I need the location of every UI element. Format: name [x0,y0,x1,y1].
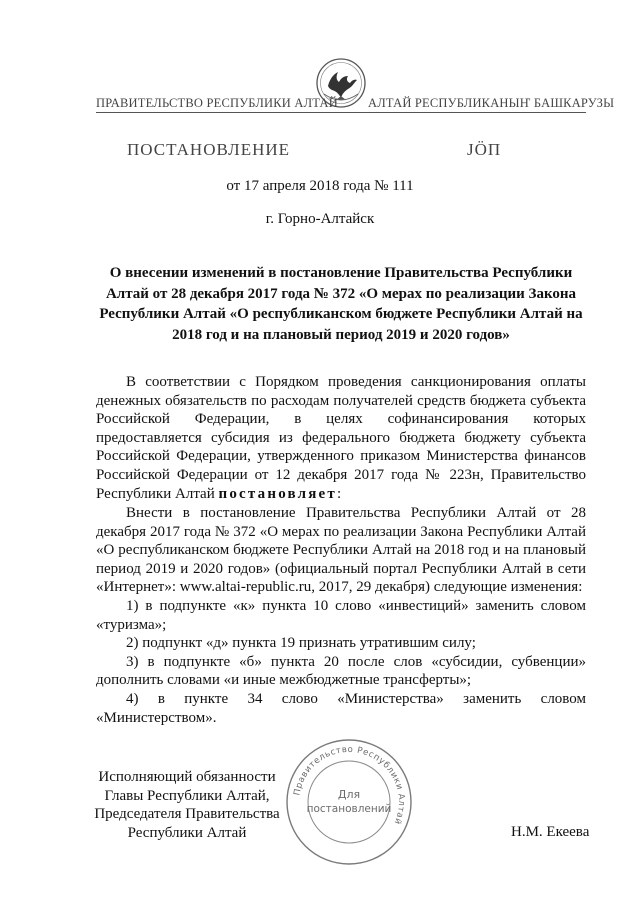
signatory-line-2: Главы Республики Алтай, [104,787,270,804]
amendments-intro: Внести в постановление Правительства Республики Алтай от 28 декабря 2017 года № 372 «О мерах по реализации Закона Республики Алтай «О республиканском бюджете Республики Алтай на 2018 год и на плановый период 2019 и 2020 годов» (официальный портал Республики Алтай в сети «Интернет»: www.altai-republic.ru, 2017, 29 декабря) следующие изменения: [96,505,586,596]
official-seal-stamp [283,736,415,868]
signatory-line-3: Председателя Правительства [94,806,280,823]
amendments-block [96,504,586,727]
signatory-name: Н.М. Екеева [511,824,590,840]
document-type-ru: ПОСТАНОВЛЕНИЕ [127,140,291,159]
amendment-item-4: 4) в пункте 34 слово «Министерства» заменить словом «Министерством». [96,690,586,726]
document-type-alt: ЈӦП [467,140,502,159]
stamp-inner-line-1: Для [337,788,361,801]
decree-word: постановляет [218,485,337,502]
government-header-alt: АЛТАЙ РЕСПУБЛИКАНЫҤ БАШКАРУЗЫ [368,96,615,110]
header-divider [96,112,586,113]
decree-colon: : [336,485,342,502]
preamble-paragraph [96,373,586,503]
preamble-text: В соответствии с Порядком проведения санкционирования оплаты денежных обязательств по расходам получателей средств бюджета субъекта Российской Федерации, в целях софинансирования которых предоставляется субсидия из федерального бюджета бюджету субъекта Российской Федерации, утвержденного приказом Министерства финансов Российской Федерации от 12 декабря 2017 года № 223н, Правительство Республики Алтай [96,374,586,502]
amendment-item-3: 3) в подпункте «б» пункта 20 после слов «субсидии, субвенции» дополнить словами «и иные межбюджетные трансферты»; [96,653,586,689]
document-title: О внесении изменений в постановление Правительства Республики Алтай от 28 декабря 2017 года № 372 «О мерах по реализации Закона Республики Алтай «О республиканском бюджете Республики Алтай на 2018 год и на плановый период 2019 и 2020 годов» [99,265,583,343]
stamp-inner-line-2: постановлений [306,803,392,815]
signatory-line-1: Исполняющий обязанности [98,769,276,785]
government-header-ru: ПРАВИТЕЛЬСТВО РЕСПУБЛИКИ АЛТАЙ [96,96,338,110]
preamble-block [96,373,586,503]
signatory-line-4: Республики Алтай [127,824,247,841]
amendment-item-1: 1) в подпункте «к» пункта 10 слово «инвестиций» заменить словом «туризма»; [96,597,586,633]
amendment-item-2: 2) подпункт «д» пункта 19 признать утратившим силу; [126,635,476,652]
document-date-number: от 17 апреля 2018 года № 111 [226,178,414,194]
stamp-ring-text: Правительство Республики Алтай [292,744,407,827]
document-city: г. Горно-Алтайск [265,211,375,227]
signatory-position [92,768,282,842]
